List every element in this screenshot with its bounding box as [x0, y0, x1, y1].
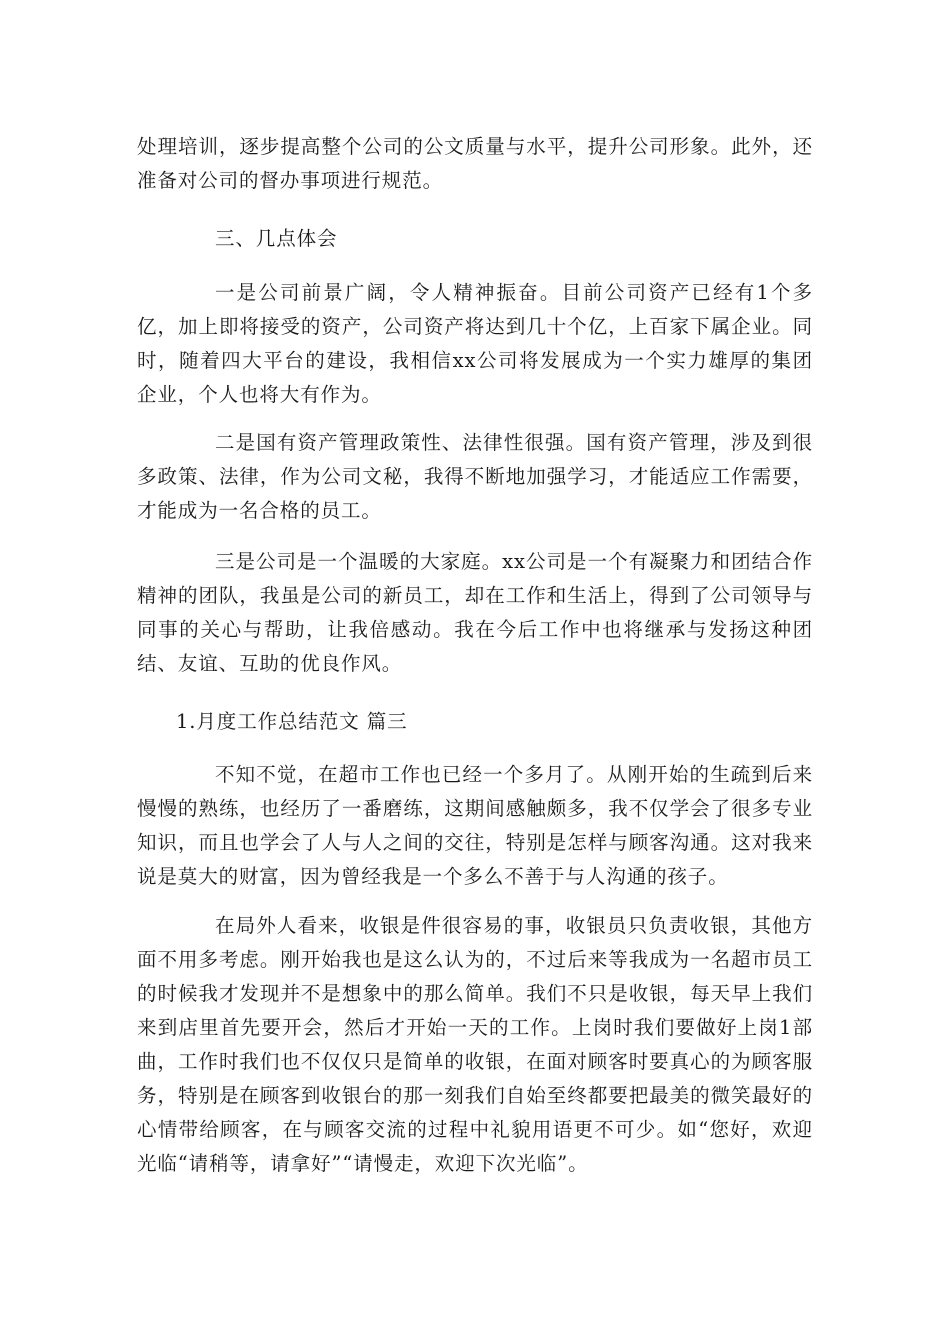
- paragraph-supermarket-intro: 不知不觉，在超市工作也已经一个多月了。从刚开始的生疏到后来慢慢的熟练，也经历了一番磨练，这期间感触颇多，我不仅学会了很多专业知识，而且也学会了人与人之间的交往，特别是怎样与顾客沟通。这对我来说是莫大的财富，因为曾经我是一个多么不善于与人沟通的孩子。: [137, 763, 813, 888]
- paragraph-prospects: 一是公司前景广阔，令人精神振奋。目前公司资产已经有1个多亿，加上即将接受的资产，公司资产将达到几十个亿，上百家下属企业。同时，随着四大平台的建设，我相信xx公司将发展成为一个实力雄厚的集团企业，个人也将大有作为。: [137, 281, 813, 406]
- paragraph-state-assets: 二是国有资产管理政策性、法律性很强。国有资产管理，涉及到很多政策、法律，作为公司文秘，我得不断地加强学习，才能适应工作需要，才能成为一名合格的员工。: [137, 431, 813, 522]
- section-heading-reflections: 三、几点体会: [215, 227, 338, 250]
- paragraph-cashier-work: 在局外人看来，收银是件很容易的事，收银员只负责收银，其他方面不用多考虑。刚开始我也是这么认为的，不过后来等我成为一名超市员工的时候我才发现并不是想象中的那么简单。我们不只是收银，每天早上我们来到店里首先要开会，然后才开始一天的工作。上岗时我们要做好上岗1部曲，工作时我们也不仅仅只是简单的收银，在面对顾客时要真心的为顾客服务，特别是在顾客到收银台的那一刻我们自始至终都要把最美的微笑最好的心情带给顾客，在与顾客交流的过程中礼貌用语更不可少。如“您好，欢迎光临“请稍等，请拿好”“请慢走，欢迎下次光临”。: [137, 914, 813, 1175]
- section-heading-part-three: 1.月度工作总结范文 篇三: [176, 710, 408, 733]
- paragraph-company-family: 三是公司是一个温暖的大家庭。xx公司是一个有凝聚力和团结合作精神的团队，我虽是公司的新员工，却在工作和生活上，得到了公司领导与同事的关心与帮助，让我倍感动。我在今后工作中也将继承与发扬这种团结、友谊、互助的优良作风。: [137, 550, 813, 675]
- paragraph-training: 处理培训，逐步提高整个公司的公文质量与水平，提升公司形象。此外，还准备对公司的督办事项进行规范。: [137, 135, 813, 192]
